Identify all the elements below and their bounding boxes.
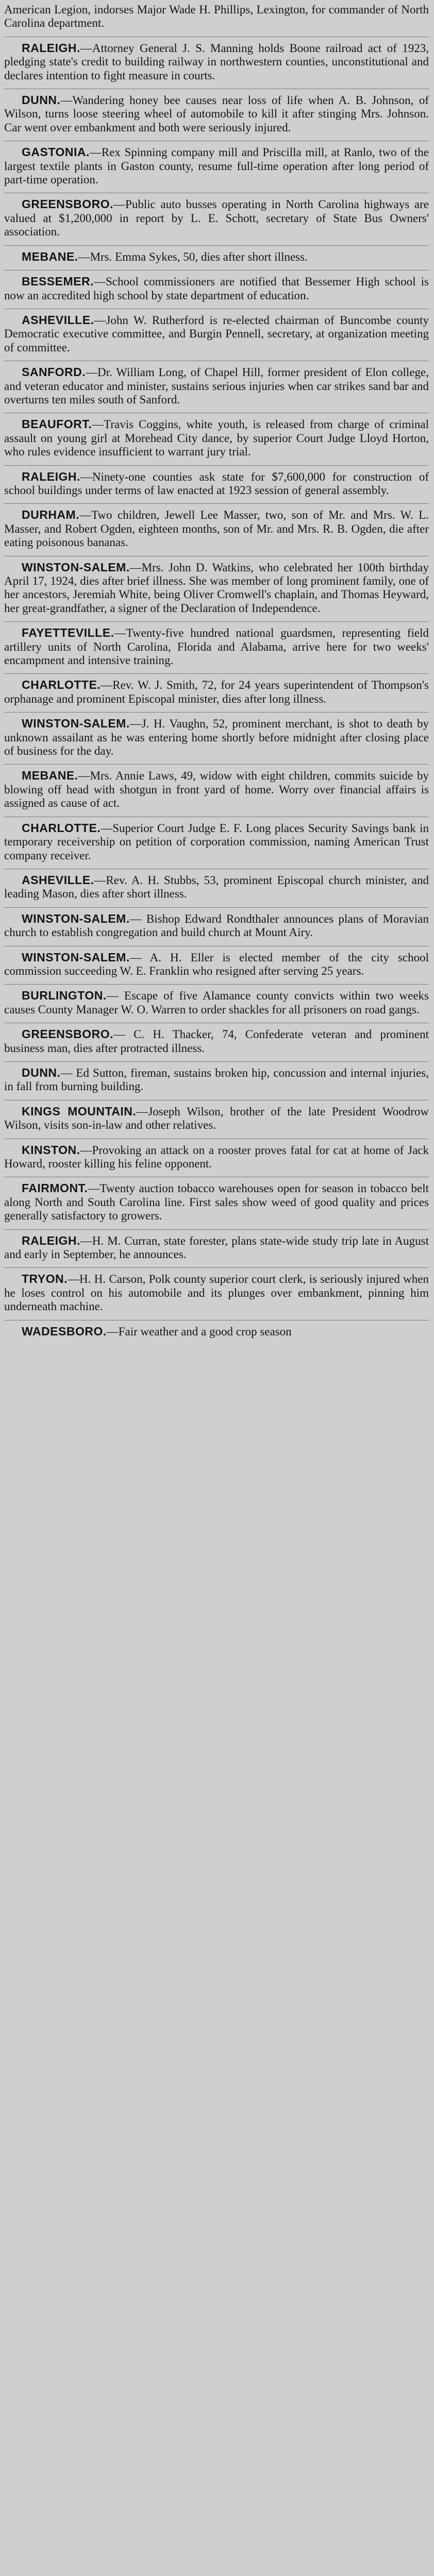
- news-item-text: —J. H. Vaughn, 52, prominent merchant, is shot to death by unknown assailant as he was entering home shortly before midnight after closing place of business for the day.: [4, 717, 429, 758]
- dateline: KINSTON.: [22, 1143, 80, 1157]
- news-item: [4, 716, 429, 764]
- dateline: CHARLOTTE.: [22, 821, 101, 835]
- news-item: [4, 1180, 429, 1229]
- news-item-text: — Ed Sutton, fireman, sustains broken hip, concussion and internal injuries, in fall from burning building.: [4, 1066, 429, 1093]
- news-item: [4, 507, 429, 555]
- news-item-text: —Superior Court Judge E. F. Long places Security Savings bank in temporary receivership on petition of corporation commission, naming American Trust company receiver.: [4, 821, 429, 862]
- news-item-text: — C. H. Thacker, 74, Confederate veteran and prominent business man, dies after protracted illness.: [4, 1028, 429, 1055]
- dateline: CHARLOTTE.: [22, 678, 101, 692]
- item-divider: [4, 621, 429, 622]
- news-item: [4, 1233, 429, 1268]
- news-item: [4, 196, 429, 245]
- news-item-text: —Mrs. Emma Sykes, 50, dies after short illness.: [78, 250, 308, 263]
- item-divider: [4, 503, 429, 504]
- item-divider: [4, 1267, 429, 1268]
- item-divider: [4, 465, 429, 466]
- dateline: ASHEVILLE.: [22, 313, 94, 327]
- news-item: [4, 1142, 429, 1177]
- dateline: RALEIGH.: [22, 41, 80, 55]
- dateline: BURLINGTON.: [22, 989, 107, 1003]
- item-divider: [4, 907, 429, 908]
- dateline: WADESBORO.: [22, 1324, 107, 1338]
- news-item-text: —Public auto busses operating in North Carolina highways are valued at $1,200,000 in report by L. E. Schott, secretary of State Bus Owners' association.: [4, 198, 429, 239]
- news-item: [4, 560, 429, 622]
- news-item-text: —H. H. Carson, Polk county superior court clerk, is seriously injured when he loses control on his automobile and its plunges over embankment, pinning him underneath machine.: [4, 1273, 429, 1313]
- news-item-text: —Mrs. John D. Watkins, who celebrated her 100th birthday April 17, 1924, dies after brief illness. She was member of long prominent family, one of her ancestors, Jeremiah White, being Oliver Cromwell's chaplain, and Thomas Heyward, her great-grandfather, a signer of the Declaration of Independence.: [4, 561, 429, 615]
- news-item-text: —Twenty auction tobacco warehouses open for season in tobacco belt along North and South Carolina line. First sales show weed of good quality and prices generally satisfactory to growers.: [4, 1182, 429, 1223]
- news-item: [4, 1271, 429, 1319]
- dateline: WINSTON-SALEM.: [22, 560, 130, 574]
- news-item-text: —Twenty-five hundred national guardsmen, representing field artillery units of North Carolina, Florida and Alabama, arrive here for two weeks' encampment and intensive training.: [4, 626, 429, 667]
- news-item: [4, 416, 429, 465]
- news-item: [4, 92, 429, 141]
- news-item: [4, 872, 429, 907]
- news-item: [4, 1026, 429, 1061]
- news-item-text: —Wandering honey bee causes near loss of life when A. B. Johnson, of Wilson, turns loose steering wheel of automobile to kill it after stinging Mrs. Johnson. Car went over embankment and both were seriously injured.: [4, 94, 429, 134]
- dateline: DUNN.: [22, 1065, 61, 1079]
- news-item-text: —John W. Rutherford is re-elected chairman of Buncombe county Democratic executive committee, and Burgin Pennell, secretary, at organization meeting of committee.: [4, 313, 429, 354]
- news-item-text: —Rev. A. H. Stubbs, 53, prominent Episcopal church minister, and leading Mason, dies after short illness.: [4, 873, 429, 901]
- news-item: [4, 274, 429, 309]
- news-item-text: —Dr. William Long, of Chapel Hill, former president of Elon college, and veteran educator and minister, sustains serious injuries when car strikes sand bar and overturns ten miles south of Sanford.: [4, 366, 429, 406]
- news-item: [4, 144, 429, 193]
- news-item: [4, 364, 429, 413]
- news-item-text: — Escape of five Alamance county convicts within two weeks causes County Manager W. O. Warren to order shackles for all prisoners on road gangs.: [4, 989, 429, 1016]
- dateline: BEAUFORT.: [22, 417, 92, 431]
- news-item-text: —Provoking an attack on a rooster proves fatal for cat at home of Jack Howard, rooster killing his feline opponent.: [4, 1143, 429, 1170]
- news-item-text: —Travis Coggins, white youth, is released from charge of criminal assault on young girl at Morehead City dance, by superior Court Judge Lloyd Horton, who rules evidence insufficient to warrant jury trial.: [4, 418, 429, 459]
- dateline: DURHAM.: [22, 508, 80, 522]
- dateline: MEBANE.: [22, 769, 78, 783]
- news-item-text: American Legion, indorses Major Wade H. Phillips, Lexington, for commander of North Carolina department.: [4, 3, 429, 30]
- news-item: [4, 768, 429, 816]
- dateline: GREENSBORO.: [22, 197, 114, 211]
- item-divider: [4, 245, 429, 246]
- item-divider: [4, 712, 429, 713]
- news-item: [4, 677, 429, 712]
- dateline: SANFORD.: [22, 365, 86, 379]
- dateline: WINSTON-SALEM.: [22, 911, 130, 925]
- item-divider: [4, 1061, 429, 1062]
- dateline: FAIRMONT.: [22, 1181, 88, 1195]
- news-item: [4, 312, 429, 361]
- item-divider: [4, 1229, 429, 1230]
- news-item: [4, 40, 429, 89]
- news-item-text: —Two children, Jewell Lee Masser, two, son of Mr. and Mrs. W. L. Masser, and Robert Ogden, eighteen months, son of Mr. and Mrs. R. B. Ogden, die after eating poisonous bananas.: [4, 509, 429, 549]
- news-item: [4, 1324, 429, 1345]
- dateline: MEBANE.: [22, 249, 78, 263]
- news-item-text: —Fair weather and a good crop season: [106, 1325, 292, 1338]
- item-divider: [4, 984, 429, 985]
- news-item: [4, 950, 429, 985]
- news-item-text: —Ninety-one counties ask state for $7,600,000 for construction of school buildings under terms of law enacted at 1923 session of general assembly.: [4, 470, 429, 497]
- dateline: WINSTON-SALEM.: [22, 717, 130, 731]
- news-item: [4, 1065, 429, 1100]
- news-item: [4, 469, 429, 504]
- dateline: GASTONIA.: [22, 145, 90, 159]
- dateline: DUNN.: [22, 93, 61, 107]
- news-item-text: — Bishop Edward Rondthaler announces plans of Moravian church to establish congregation and build church at Mount Airy.: [4, 912, 429, 939]
- news-item-continuation: [4, 2, 429, 37]
- dateline: KINGS MOUNTAIN.: [22, 1104, 137, 1118]
- dateline: BESSEMER.: [22, 275, 94, 289]
- news-item-text: —Rex Spinning company mill and Priscilla mill, at Ranlo, two of the largest textile plants in Gaston county, resume full-time operation after long period of part-time operation.: [4, 146, 429, 187]
- dateline: TRYON.: [22, 1272, 68, 1286]
- dateline: GREENSBORO.: [22, 1027, 114, 1041]
- news-item: [4, 1104, 429, 1139]
- dateline: WINSTON-SALEM.: [22, 950, 130, 964]
- news-item: [4, 820, 429, 869]
- news-item-text: —H. M. Curran, state forester, plans state-wide study trip late in August and early in September, he announces.: [4, 1234, 429, 1261]
- news-item-text: —Attorney General J. S. Manning holds Boone railroad act of 1923, pledging state's credit to building railway in northwestern counties, unconstitutional and declares intention to fight measure in courts.: [4, 41, 429, 82]
- news-item: [4, 988, 429, 1023]
- dateline: FAYETTEVILLE.: [22, 626, 114, 640]
- news-item-text: —Mrs. Annie Laws, 49, widow with eight children, commits suicide by blowing off head with shotgun in front yard of home. Worry over financial affairs is assigned as cause of act.: [4, 769, 429, 810]
- news-item-text: —Rev. W. J. Smith, 72, for 24 years superintendent of Thompson's orphanage and prominent Episcopal minister, dies after long illness.: [4, 679, 429, 705]
- item-divider: [4, 673, 429, 674]
- dateline: RALEIGH.: [22, 1233, 80, 1247]
- news-item: [4, 249, 429, 270]
- news-item-text: —School commissioners are notified that Bessemer High school is now an accredited high school by state department of education.: [4, 275, 429, 302]
- item-divider: [4, 764, 429, 765]
- news-item-text: — A. H. Eller is elected member of the city school commission succeeding W. E. Franklin who resigned after serving 25 years.: [4, 951, 429, 977]
- news-item: [4, 911, 429, 946]
- news-item: [4, 625, 429, 673]
- dateline: ASHEVILLE.: [22, 873, 94, 887]
- news-item-text: —Joseph Wilson, brother of the late President Woodrow Wilson, visits son-in-law and other relatives.: [4, 1105, 429, 1132]
- dateline: RALEIGH.: [22, 469, 80, 483]
